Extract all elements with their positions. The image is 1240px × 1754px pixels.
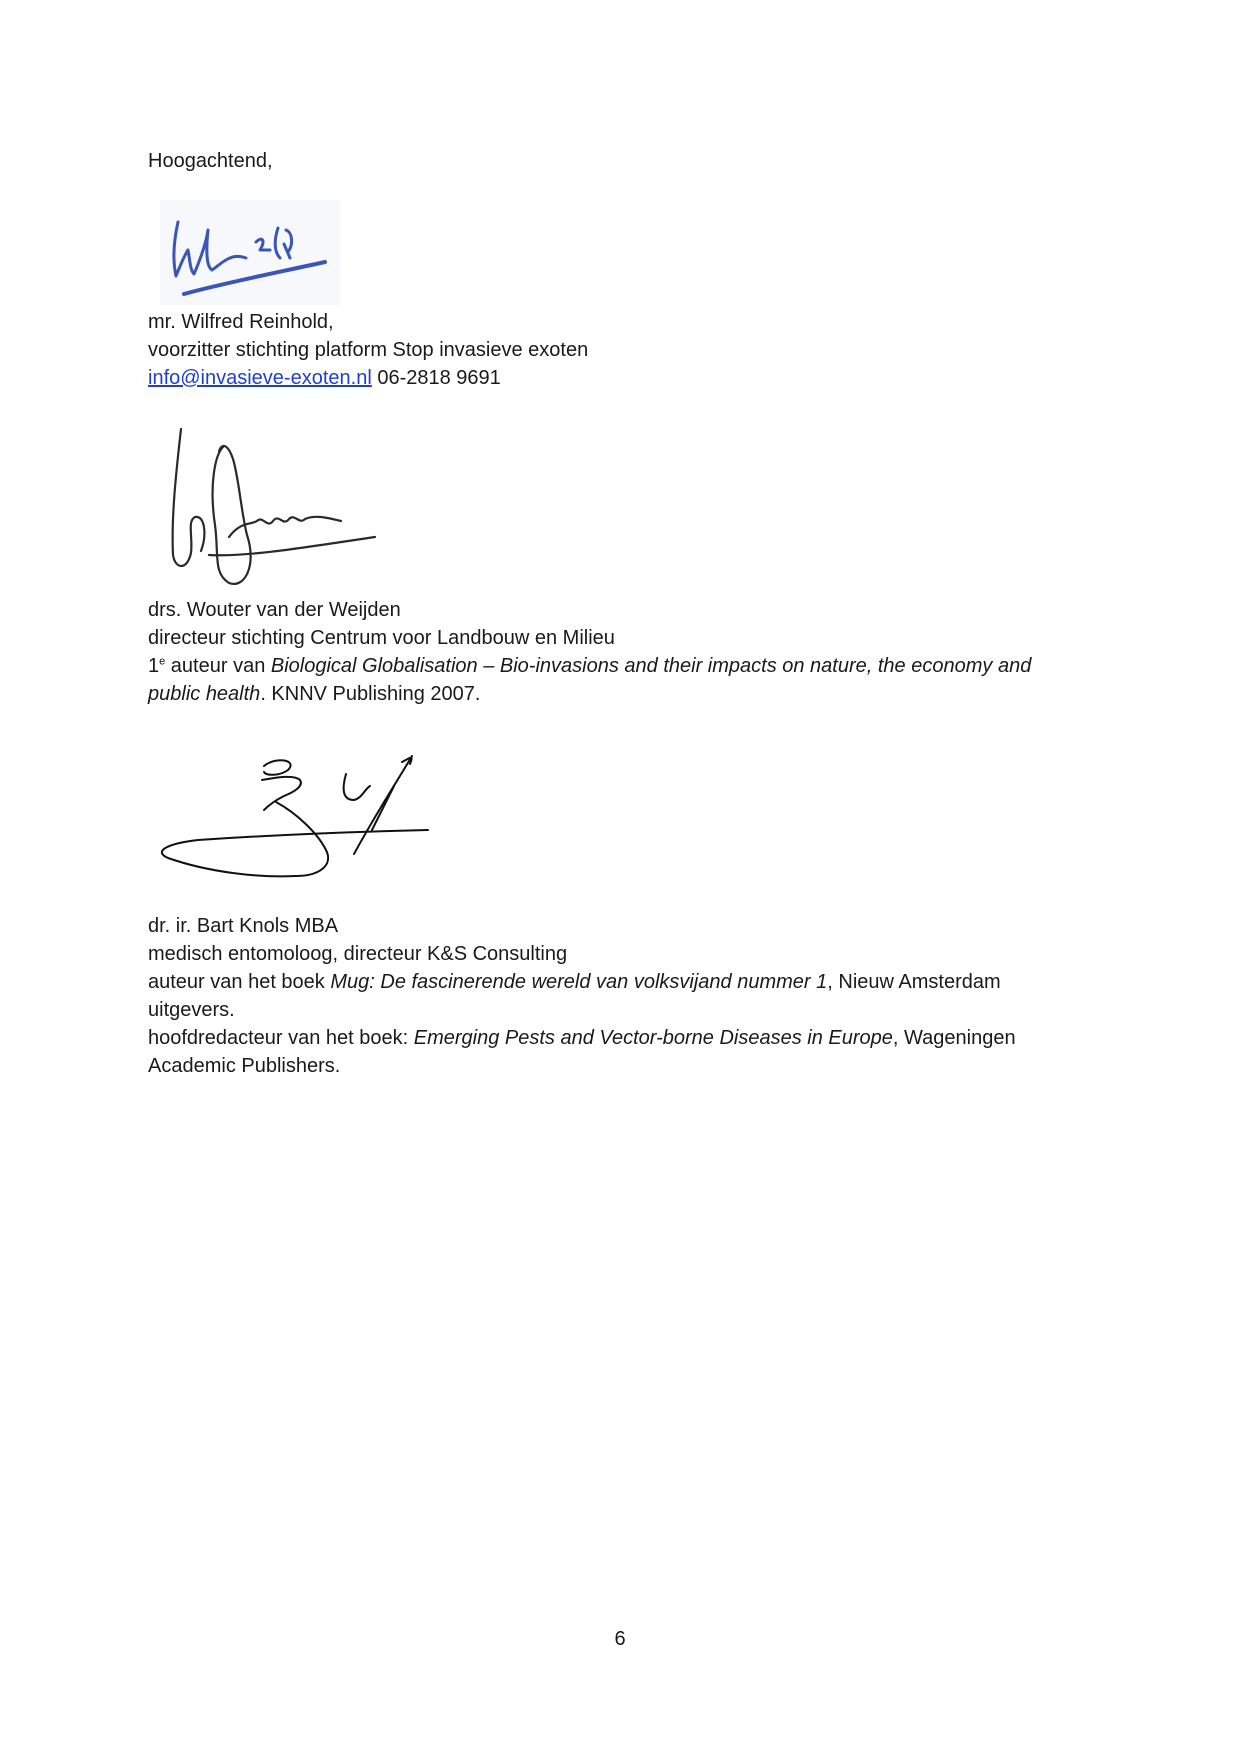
book-2-title: Emerging Pests and Vector-borne Diseases in Europe (413, 1027, 893, 1049)
signatory-1-block (148, 308, 1088, 392)
signature-bart-knols (158, 750, 448, 880)
ordinal-number: 1 (148, 655, 160, 677)
signature-wouter-van-der-weijden (165, 425, 380, 590)
signatory-2-publication-line-2 (148, 680, 1088, 708)
book-1-publisher: , Nieuw Amsterdam (827, 971, 1001, 993)
page-number: 6 (614, 1628, 626, 1650)
signatory-3-book-1-line-2: uitgevers. (148, 999, 235, 1021)
signatory-3-book-2-line-2: Academic Publishers. (148, 1055, 341, 1077)
ordinal-suffix: e (159, 655, 166, 668)
signatory-3-role: medisch entomoloog, directeur K&S Consulting (148, 943, 568, 965)
signatory-3-name: dr. ir. Bart Knols MBA (148, 915, 339, 937)
signatory-2-role: directeur stichting Centrum voor Landbouw en Milieu (148, 627, 615, 649)
book-1-prefix: auteur van het boek (148, 971, 331, 993)
closing-block (148, 147, 1088, 175)
signatory-3-book-2-line-1 (148, 1024, 1088, 1052)
signatory-3-block (148, 912, 1088, 1080)
signatory-3-book-1-line-1 (148, 968, 1088, 996)
signatory-1-contact (148, 364, 1088, 392)
signature-wilfred-reinhold (160, 200, 340, 305)
signatory-1-role: voorzitter stichting platform Stop invasieve exoten (148, 339, 589, 361)
signatory-2-publication-line-1 (148, 652, 1088, 680)
signatory-2-name: drs. Wouter van der Weijden (148, 599, 401, 621)
publication-title-part-1: Biological Globalisation – Bio-invasions and their impacts on nature, the economy and (270, 655, 1032, 677)
email-link[interactable]: info@invasieve-exoten.nl (148, 367, 372, 389)
publication-author-text: auteur van (165, 655, 271, 677)
signatory-1-name: mr. Wilfred Reinhold, (148, 311, 334, 333)
closing-text: Hoogachtend, (148, 150, 273, 172)
phone-number: 06-2818 9691 (377, 367, 501, 389)
book-1-title: Mug: De fascinerende wereld van volksvijand nummer 1 (330, 971, 828, 993)
publication-title-part-2: public health (148, 683, 261, 705)
publication-publisher: . KNNV Publishing 2007. (260, 683, 481, 705)
book-2-prefix: hoofdredacteur van het boek: (148, 1027, 414, 1049)
book-2-publisher: , Wageningen (892, 1027, 1016, 1049)
signatory-2-block (148, 596, 1088, 708)
